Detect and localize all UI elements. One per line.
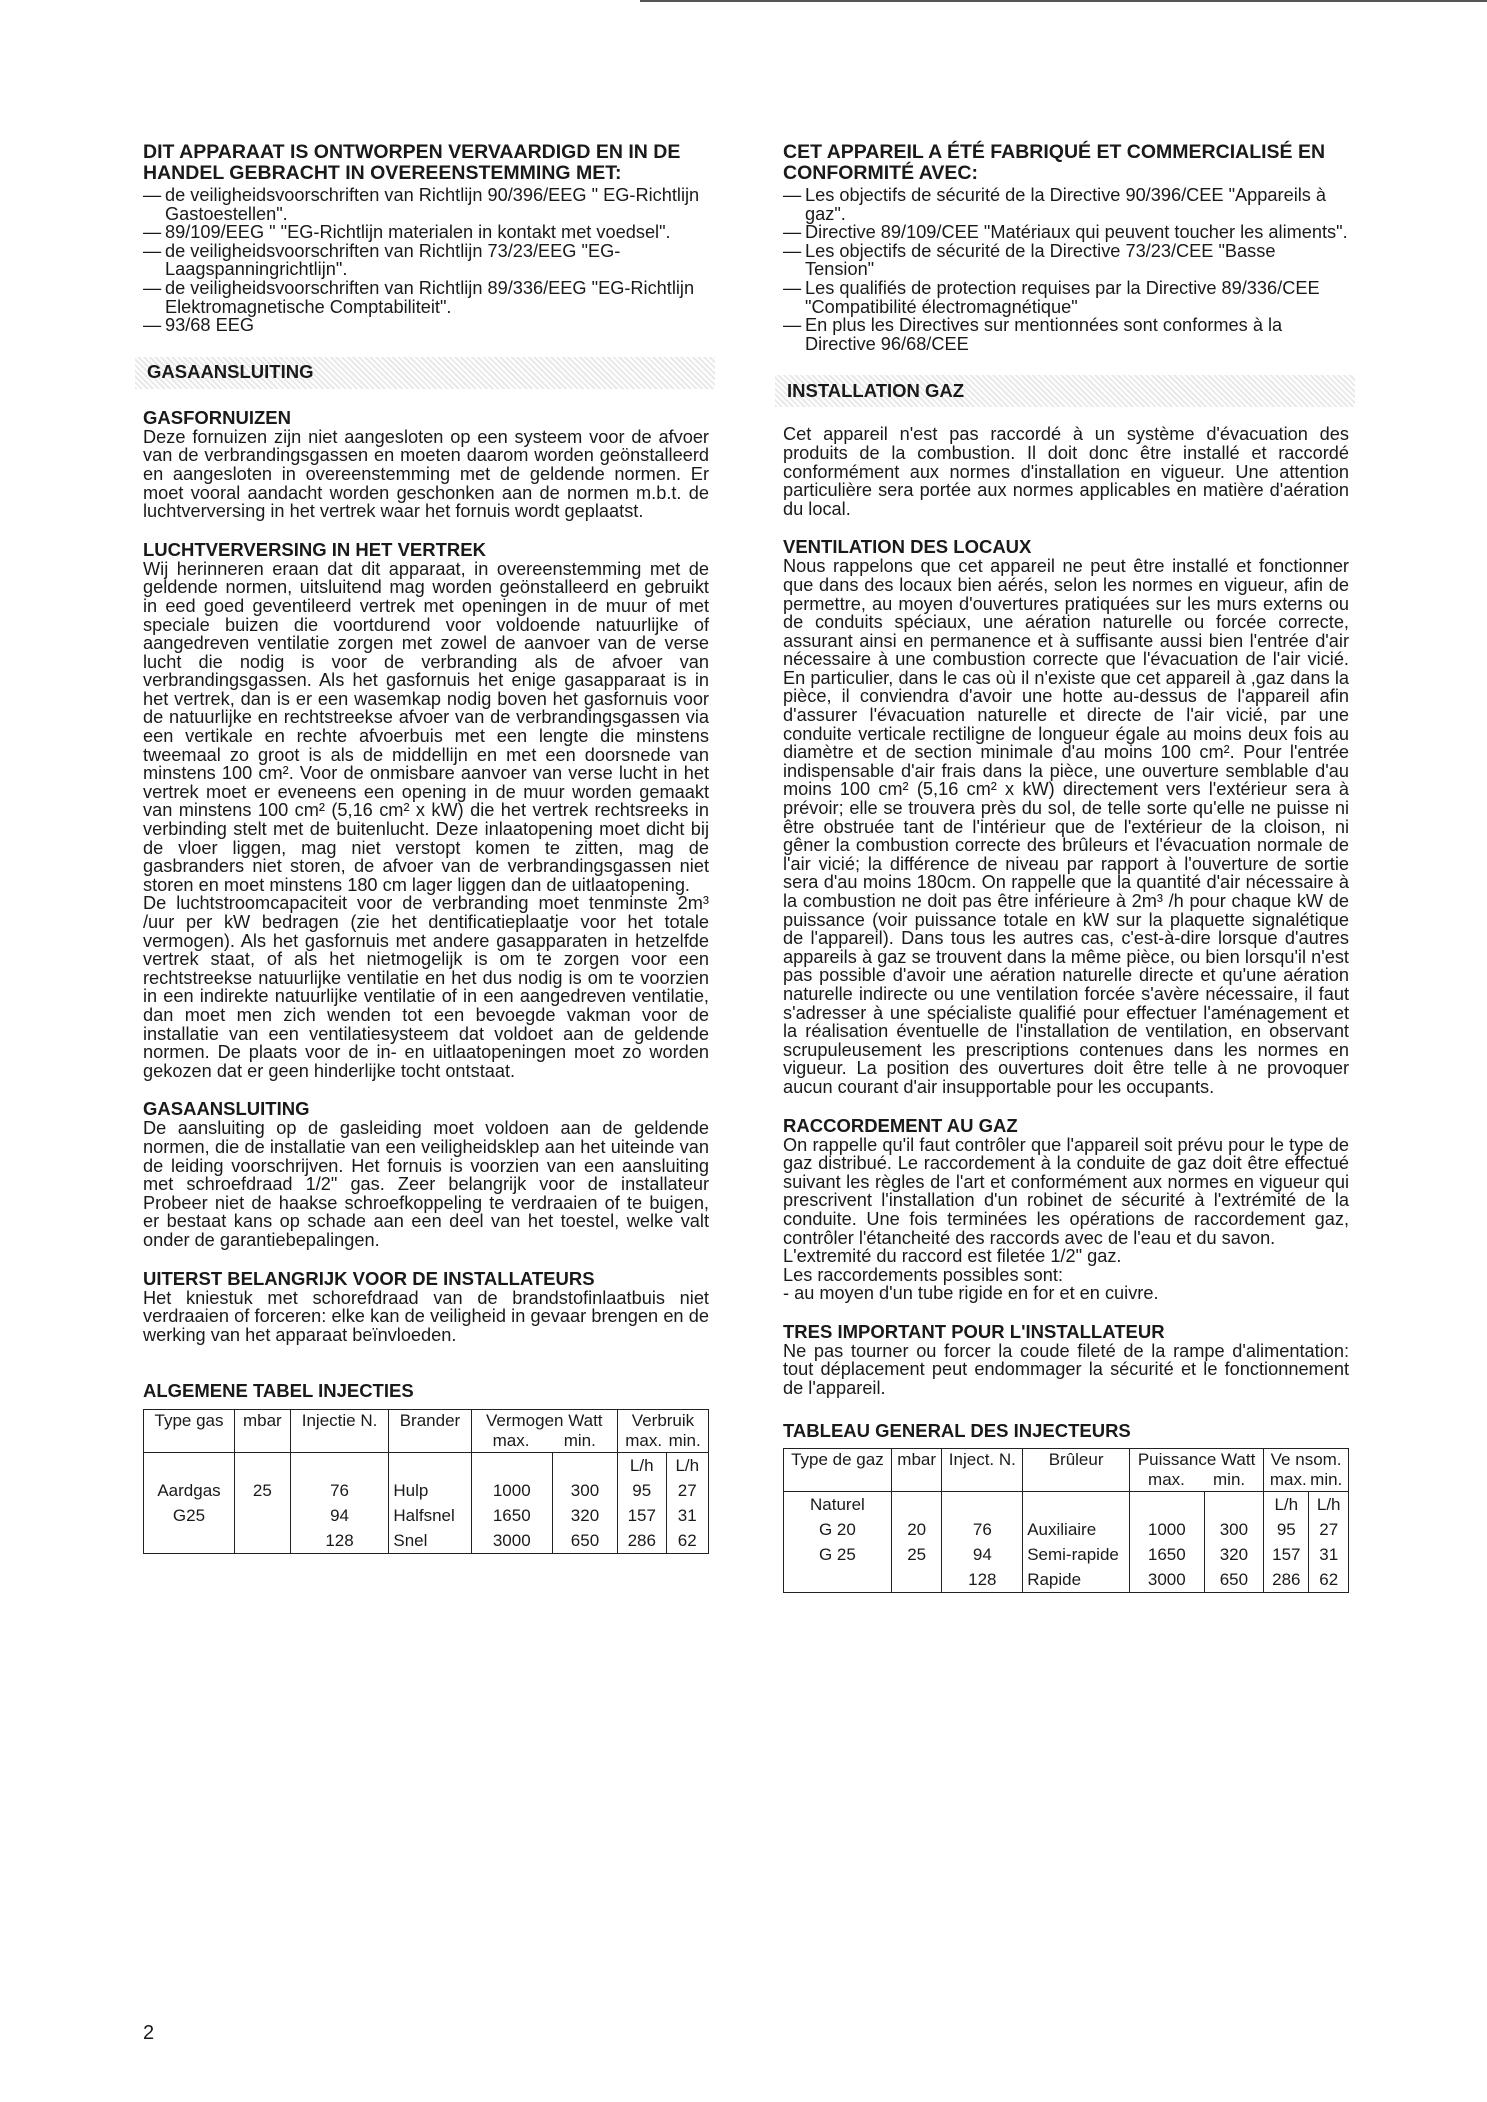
- intro-item: — 93/68 EEG: [143, 315, 254, 336]
- paragraph: Wij herinneren eraan dat dit apparaat, in overeenstemming met de geldende normen, uitsluitend mag worden geönstalleerd en gebruikt in eed goed geventileerd vertrek met openingen in de muur of met speciale buizen die voortdurend voor voldoende natuurlijke of aangedreven ventilatie zorgen met zowel de aanvoer van de verse lucht die nodig is voor de verbranding als de afvoer van verbrandingsgassen. Als het gasfornuis het enige gasapparaat is in het vertrek, dan is er een wasemkap nodig boven het gasfornuis voor de natuurlijke en rechtstreekse afvoer van de verbrandingsgassen via een vertikale en rechte afvoerbuis met een lengte die minstens tweemaal zo groot is als de middellijn en met een doorsnede van minstens 100 cm². Voor de onmisbare aanvoer van verse lucht in het vertrek moet er eveneens een opening in de muur worden gemaakt van minstens 100 cm² (5,16 cm² x kW) die het vertrek rechtsreeks in verbinding stelt met de buitenlucht. Deze inlaatopening moet dicht bij de vloer liggen, mag niet verstopt komen te zitten, mag de gasbranders niet storen, de afvoer van de verbrandingsgassen niet storen en moet minstens 180 cm lager liggen dan de uitlaatopening.: [143, 558, 709, 895]
- intro-item: — En plus les Directives sur mentionnées sont conformes à la Directive 96/68/CEE: [783, 315, 1283, 354]
- intro-item: — Les objectifs de sécurité de la Directive 73/23/CEE "Basse Tension": [783, 240, 1276, 280]
- table-header: Type gas mbar Injectie N. Brander Vermogen Watt max. min. Verbruik max. min.: [144, 1409, 709, 1452]
- paragraph: Nous rappelons que cet appareil ne peut être installé et fonctionner que dans des locaux bien aérés, selon les normes en vigueur, afin de permettre, au moyen d'ouvertures pratiquées sur les murs externs ou de conduits spéciaux, une aération naturelle ou forcée correcte, assurant ainsi en permanence et à suffisante aussi bien l'entrée d'air nécessaire à une combustion correcte que l'évacuation de l'air vicié. En particulier, dans le cas où il n'existe que cet appareil à ,gaz dans la pièce, il conviendra d'avoir une hotte au-dessus de l'appareil afin d'assurer l'évacuation naturelle et directe de l'air vicié, par une conduite verticale rectiligne de longueur égale au moins deux fois au diamètre et de section minimale d'au moins 100 cm². Pour l'entrée indispensable d'air frais dans la pièce, une ouverture semblable d'au moins 100 cm² (5,16 cm² x kW) directement vers l'extérieur sera à prévoir; elle se trouvera près du sol, de telle sorte qu'elle ne puisse ni être obstruée tant de l'intérieur que de l'extérieur de la cloison, ni gêner la combustion correcte des brûleurs et l'évacuation normale de l'air vicié; la différence de niveau par rapport à l'ouverture de sortie sera d'au moins 180cm. On rappelle que la quantité d'air nécessaire à la combustion ne doit pas être inférieure à 2m³ /h pour chaque kW de puissance (voir puissance totale en kW sur la plaquette signalétique de l'appareil). Dans tous les autres cas, c'est-à-dire lorsque d'autres appareils à gaz se trouvent dans la même pièce, ou bien lorsqu'il n'est pas possible d'avoir une aération naturelle directe et qu'une aération naturelle indirecte ou une ventilation forcée s'avère nécessaire, il faut s'adresser à une spécialiste qualifié pour effectuer l'aménagement et la réalisation éventuelle de l'installation de ventilation, en observant scrupuleusement les prescriptions contenues dans les normes en vigueur. La position des ouvertures doit être telle à ne provoquer aucun courant d'air insupportable pour les occupants.: [783, 556, 1349, 1097]
- intro-item: — de veiligheidsvoorschriften van Richtlijn 89/336/EEG "EG-Richtlijn Elektromagnetische Comptabiliteit".: [143, 277, 695, 317]
- paragraph: - au moyen d'un tube rigide en for et en cuivre.: [783, 1283, 1159, 1304]
- table-row: G 20 20 76 Auxiliaire 1000 300 95 27: [784, 1517, 1349, 1542]
- left-column: [143, 142, 709, 1554]
- paragraph: Cet appareil n'est pas raccordé à un système d'évacuation des produits de la combustion. Il doit donc être installé et raccordé conformément aux normes d'installation en vigueur. Une attention particulière sera portée aux normes applicables en matière d'aération du local.: [783, 424, 1349, 519]
- paragraph: De aansluiting op de gasleiding moet voldoen aan de geldende normen, die de installatie van een veiligheidsklep aan het uiteinde van de leiding voorschrijven. Het fornuis is voorzien van een aansluiting met schroefdraad 1/2" gas. Zeer belangrijk voor de installateur Probeer niet de haakse schroefkoppeling te verdraaien of te buigen, er bestaat kans op schade aan een deel van het toestel, welke valt onder de garantiebepalingen.: [143, 1118, 709, 1250]
- paragraph: Het kniestuk met schorefdraad van de brandstofinlaatbuis niet verdraaien of forceren: elke kan de veiligheid in gevaar brengen en de werking van het apparaat beïnvloeden.: [143, 1287, 709, 1345]
- section-heading: UITERST BELANGRIJK VOOR DE INSTALLATEURS: [143, 1267, 595, 1289]
- section-band: GASAANSLUITING: [135, 357, 715, 389]
- intro-item: — Les objectifs de sécurité de la Directive 90/396/CEE "Appareils à gaz".: [783, 185, 1327, 224]
- paragraph: Les raccordements possibles sont:: [783, 1264, 1064, 1285]
- intro-item: — de veiligheidsvoorschriften van Richtlijn 90/396/EEG " EG-Richtlijn Gastoestellen".: [143, 185, 700, 224]
- top-rule: [640, 0, 1487, 2]
- intro-item: — de veiligheidsvoorschriften van Richtlijn 73/23/EEG "EG-Laagspanningrichtlijn".: [143, 240, 621, 280]
- paragraph: De luchtstroomcapaciteit voor de verbranding moet tenminste 2m³ /uur per kW bedragen (zie het dentificatieplaatje voor het totale vermogen). Als het gasfornuis met andere gasapparaten in hetzelfde vertrek staat, of als het nietmogelijk is om te zorgen voor een rechtstreekse natuurlijke ventilatie en het dus nodig is om te voorzien in een indirekte natuurlijke ventilatie of in een aangedreven ventilatie, dan moet men zich wenden tot een bevoegde vakman voor de installatie van een ventilatiesysteem dat voldoet aan de geldende normen. De plaats voor de in- en uitlaatopeningen moet zo worden gekozen dat er geen hinderlijke tocht ontstaat.: [143, 893, 709, 1081]
- table-title: ALGEMENE TABEL INJECTIES: [143, 1380, 414, 1402]
- right-column: [783, 142, 1349, 1593]
- intro-item: — 89/109/EEG " "EG-Richtlijn materialen in kontakt met voedsel".: [143, 222, 671, 243]
- section-heading: RACCORDEMENT AU GAZ: [783, 1114, 1018, 1136]
- intro-item: — Les qualifiés de protection requises par la Directive 89/336/CEE "Compatibilité électromagnétique": [783, 277, 1320, 317]
- section-heading: TRES IMPORTANT POUR L'INSTALLATEUR: [783, 1320, 1165, 1342]
- page-number: 2: [143, 2022, 155, 2044]
- paragraph: Deze fornuizen zijn niet aangesloten op een systeem voor de afvoer van de verbrandingsgassen en moeten daarom worden geönstalleerd en aangesloten in overeenstemming met de geldende normen. Er moet vooral aandacht worden geschonken aan de normen m.b.t. de luchtverversing in het vertrek waar het fornuis wordt geplaatst.: [143, 426, 709, 522]
- table-title: TABLEAU GENERAL DES INJECTEURS: [783, 1419, 1131, 1441]
- intro-item: — Directive 89/109/CEE "Matériaux qui peuvent toucher les aliments".: [783, 222, 1348, 243]
- table-row: G 25 25 94 Semi-rapide 1650 320 157 31: [784, 1542, 1349, 1567]
- injector-table: [783, 1448, 1349, 1593]
- intro-heading: CET APPAREIL A ÉTÉ FABRIQUÉ ET COMMERCIALISÉ EN CONFORMITÉ AVEC:: [783, 141, 1326, 184]
- paragraph: Ne pas tourner ou forcer la coude fileté de la rampe d'alimentation: tout déplacement peut endommager la sécurité et le fonctionnement de l'appareil.: [783, 1340, 1349, 1399]
- table-header: Type de gaz mbar Inject. N. Brûleur Puissance Watt max. min. Ve nsom. max. min.: [784, 1449, 1349, 1492]
- injector-table: [143, 1409, 709, 1554]
- section-heading: VENTILATION DES LOCAUX: [783, 536, 1032, 558]
- table-row: L/h L/h: [144, 1452, 709, 1478]
- table-row: G25 94 Halfsnel 1650 320 157 31: [144, 1503, 709, 1528]
- paragraph: On rappelle qu'il faut contrôler que l'appareil soit prévu pour le type de gaz distribué. Le raccordement à la conduite de gaz doit être effectué suivant les règles de l'art et conformément aux normes en vigueur qui prescrivent l'installation d'un robinet de sécurité à l'extrémité de la conduite. Une fois terminées les opérations de raccordement gaz, contrôler l'étancheité des raccords avec de l'eau et du savon.: [783, 1134, 1349, 1248]
- intro-heading: DIT APPARAAT IS ONTWORPEN VERVAARDIGD EN IN DE HANDEL GEBRACHT IN OVEREENSTEMMING MET:: [143, 141, 681, 184]
- section-heading: GASFORNUIZEN: [143, 406, 291, 428]
- table-row: Aardgas 25 76 Hulp 1000 300 95 27: [144, 1478, 709, 1503]
- section-heading: LUCHTVERVERSING IN HET VERTREK: [143, 538, 486, 560]
- paragraph: L'extremité du raccord est filetée 1/2" gaz.: [783, 1246, 1122, 1267]
- table-row: Naturel L/h L/h: [784, 1492, 1349, 1518]
- section-band: INSTALLATION GAZ: [775, 375, 1355, 407]
- section-heading: GASAANSLUITING: [143, 1098, 310, 1120]
- table-row: 128 Rapide 3000 650 286 62: [784, 1567, 1349, 1593]
- table-row: 128 Snel 3000 650 286 62: [144, 1528, 709, 1554]
